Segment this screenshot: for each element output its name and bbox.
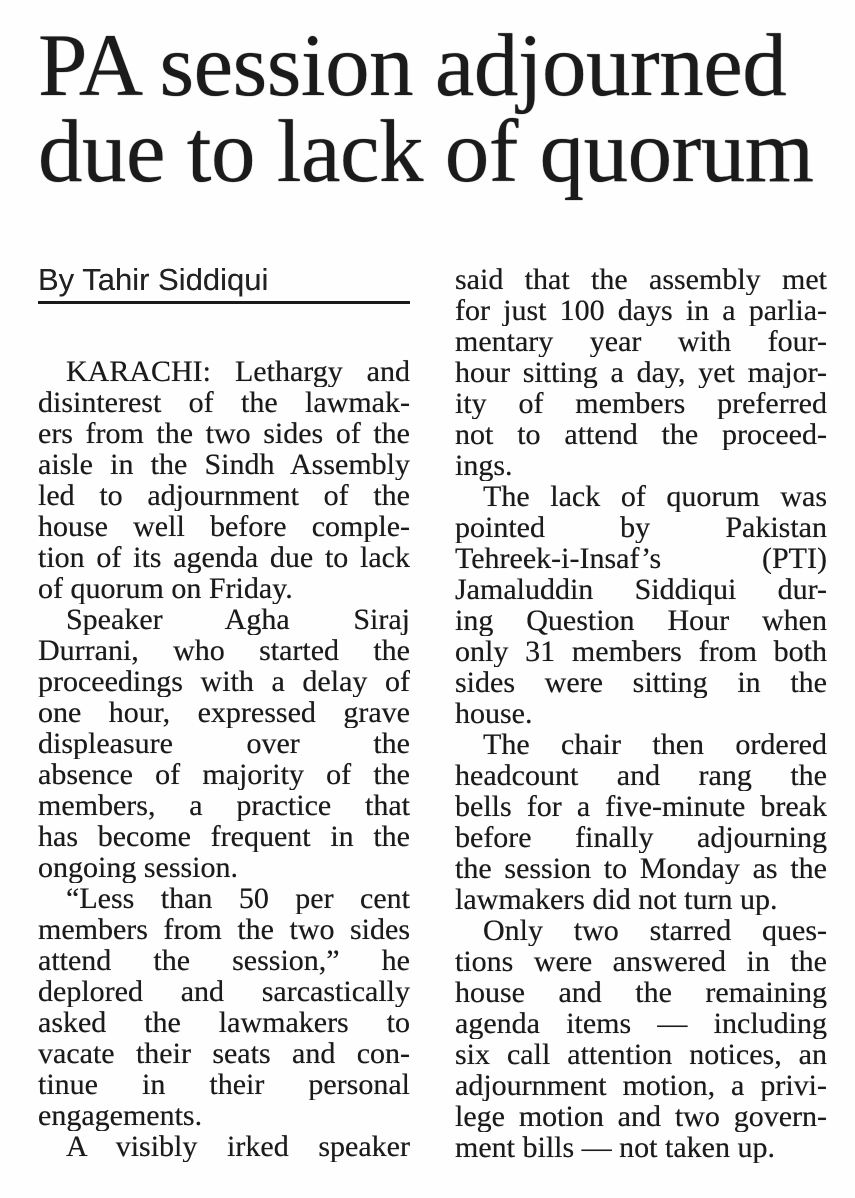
paragraph bbox=[38, 1131, 410, 1162]
text-line: led to adjournment of the bbox=[38, 480, 410, 511]
text-line: tions were answered in the bbox=[455, 946, 827, 977]
text-line: Durrani, who started the bbox=[38, 635, 410, 666]
article-column-right bbox=[455, 262, 827, 1163]
text-line: adjournment motion, a privi- bbox=[455, 1070, 827, 1101]
text-line: absence of majority of the bbox=[38, 759, 410, 790]
text-line: ment bills — not taken up. bbox=[455, 1132, 775, 1163]
paragraph bbox=[455, 729, 827, 915]
text-line: six call attention notices, an bbox=[455, 1039, 827, 1070]
text-line: house and the remaining bbox=[455, 977, 827, 1008]
text-line: headcount and rang the bbox=[455, 760, 827, 791]
paragraph bbox=[455, 915, 827, 1163]
article-column-left bbox=[38, 262, 410, 1163]
paragraph bbox=[38, 883, 410, 1131]
text-line: of quorum on Friday. bbox=[38, 573, 293, 604]
text-line: said that the assembly met bbox=[455, 264, 827, 295]
text-line: agenda items — including bbox=[455, 1008, 827, 1039]
text-line: The lack of quorum was bbox=[483, 481, 827, 512]
paragraph bbox=[38, 604, 410, 883]
text-line: members, a practice that bbox=[38, 790, 410, 821]
text-line: aisle in the Sindh Assembly bbox=[38, 449, 410, 480]
text-line: sides were sitting in the bbox=[455, 667, 827, 698]
text-line: deplored and sarcastically bbox=[38, 976, 410, 1007]
text-line: ing Question Hour when bbox=[455, 605, 827, 636]
text-line: the session to Monday as the bbox=[455, 853, 827, 884]
text-line: vacate their seats and con- bbox=[38, 1038, 410, 1069]
text-line: KARACHI: Lethargy and bbox=[66, 356, 410, 387]
text-line: before finally adjourning bbox=[455, 822, 827, 853]
article-body bbox=[38, 262, 827, 1163]
text-line: bells for a five-minute break bbox=[455, 791, 827, 822]
text-line: lawmakers did not turn up. bbox=[455, 884, 778, 915]
text-line: one hour, expressed grave bbox=[38, 697, 410, 728]
text-line: Only two starred ques- bbox=[483, 915, 827, 946]
text-line: ers from the two sides of the bbox=[38, 418, 410, 449]
text-line: The chair then ordered bbox=[483, 729, 827, 760]
byline: By Tahir Siddiqui bbox=[38, 262, 269, 297]
text-line: Speaker Agha Siraj bbox=[66, 604, 410, 635]
text-line: ings. bbox=[455, 450, 513, 481]
text-line: disinterest of the lawmak- bbox=[38, 387, 410, 418]
text-line: attend the session,” he bbox=[38, 945, 410, 976]
text-line: tinue in their personal bbox=[38, 1069, 410, 1100]
text-line: not to attend the proceed- bbox=[455, 419, 827, 450]
text-line: Tehreek-i-Insaf’s (PTI) bbox=[455, 543, 827, 574]
article-headline bbox=[38, 17, 827, 201]
column-left-text bbox=[38, 356, 410, 1162]
text-line: Jamaluddin Siddiqui dur- bbox=[455, 574, 827, 605]
text-line: hour sitting a day, yet major- bbox=[455, 357, 827, 388]
text-line: A visibly irked speaker bbox=[66, 1131, 410, 1162]
headline-line-2: due to lack of quorum bbox=[38, 103, 814, 201]
text-line: “Less than 50 per cent bbox=[66, 883, 410, 914]
text-line: house well before comple- bbox=[38, 511, 410, 542]
text-line: mentary year with four- bbox=[455, 326, 827, 357]
text-line: pointed by Pakistan bbox=[455, 512, 827, 543]
text-line: members from the two sides bbox=[38, 914, 410, 945]
text-line: displeasure over the bbox=[38, 728, 410, 759]
text-line: only 31 members from both bbox=[455, 636, 827, 667]
byline-divider bbox=[38, 301, 410, 304]
text-line: for just 100 days in a parlia- bbox=[455, 295, 827, 326]
paragraph bbox=[38, 356, 410, 604]
text-line: ongoing session. bbox=[38, 852, 239, 883]
text-line: proceedings with a delay of bbox=[38, 666, 410, 697]
text-line: house. bbox=[455, 698, 533, 729]
headline-line-1: PA session adjourned bbox=[38, 17, 787, 115]
text-line: engagements. bbox=[38, 1100, 203, 1131]
text-line: asked the lawmakers to bbox=[38, 1007, 410, 1038]
text-line: tion of its agenda due to lack bbox=[38, 542, 410, 573]
column-right-text bbox=[455, 262, 827, 1163]
paragraph bbox=[455, 481, 827, 729]
text-line: lege motion and two govern- bbox=[455, 1101, 827, 1132]
paragraph bbox=[455, 264, 827, 481]
text-line: ity of members preferred bbox=[455, 388, 827, 419]
text-line: has become frequent in the bbox=[38, 821, 410, 852]
